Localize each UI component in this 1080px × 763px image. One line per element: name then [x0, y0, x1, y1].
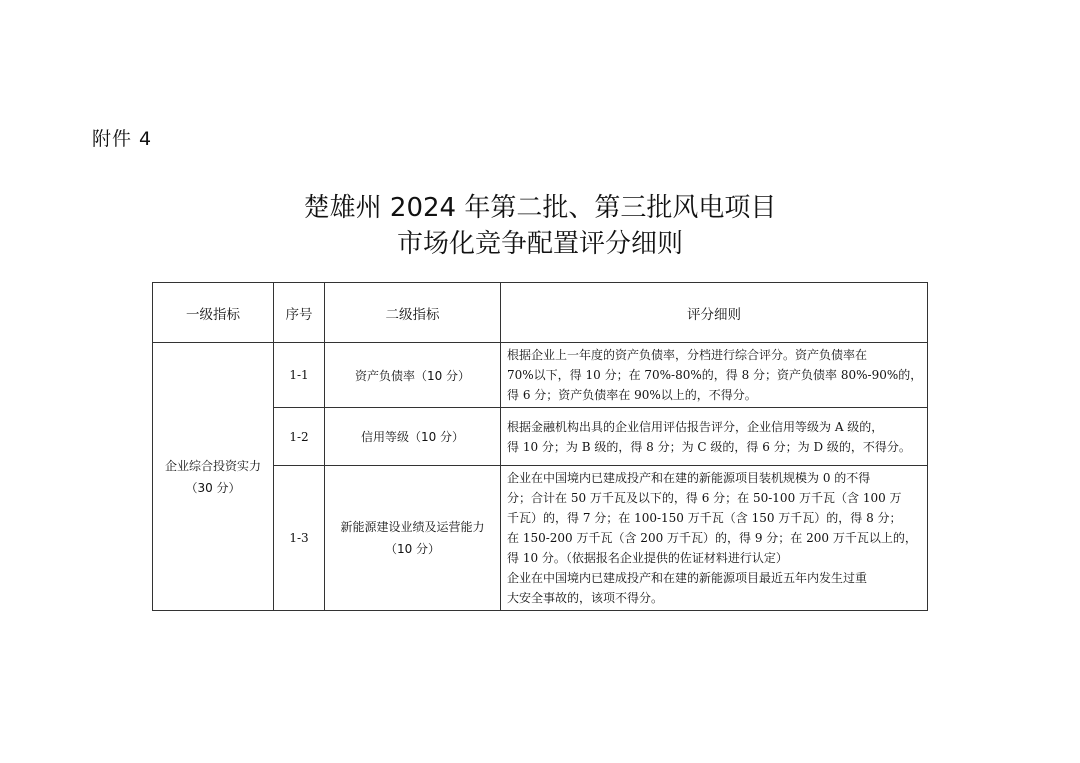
detail-cell: [501, 343, 928, 408]
detail-line: 得 6 分；资产负债率在 90%以上的，不得分。: [507, 388, 757, 402]
level1-indicator-name: 企业综合投资实力: [164, 458, 261, 473]
attachment-label: 附件 4: [92, 128, 153, 150]
detail-line: 企业在中国境内已建成投产和在建的新能源项目装机规模为 0 的不得: [507, 471, 871, 485]
detail-line: 千瓦）的，得 7 分；在 100-150 万千瓦（含 150 万千瓦）的，得 8 分；: [507, 511, 902, 525]
table-row: [153, 343, 928, 408]
detail-line: 大安全事故的，该项不得分。: [507, 591, 664, 605]
detail-line: 得 10 分。（依据报名企业提供的佐证材料进行认定）: [507, 551, 788, 565]
level2-indicator-cell: [325, 466, 501, 611]
level2-indicator-score: （10 分）: [384, 542, 441, 556]
level2-indicator-cell: 资产负债率（10 分）: [325, 343, 501, 408]
document-title-line-2: 市场化竞争配置评分细则: [396, 229, 683, 259]
header-level1: 一级指标: [153, 283, 274, 343]
level1-indicator-score: （30 分）: [185, 480, 241, 495]
detail-line: 70%以下，得 10 分；在 70%-80%的，得 8 分；资产负债率 80%-90%的，: [507, 368, 923, 382]
seq-cell: 1-2: [274, 408, 325, 466]
document-title-line-1: 楚雄州 2024 年第二批、第三批风电项目: [303, 193, 777, 223]
table-header-row: [153, 283, 928, 343]
level2-indicator-cell: 信用等级（10 分）: [325, 408, 501, 466]
level1-indicator-cell: [153, 343, 274, 611]
detail-line: 分；合计在 50 万千瓦及以下的，得 6 分；在 50-100 万千瓦（含 100 万: [507, 491, 902, 505]
detail-line: 得 10 分；为 B 级的，得 8 分；为 C 级的，得 6 分；为 D 级的，不得分。: [507, 439, 911, 454]
detail-cell: [501, 408, 928, 466]
seq-cell: 1-1: [274, 343, 325, 408]
header-seq: 序号: [274, 283, 325, 343]
detail-line: 根据金融机构出具的企业信用评估报告评分，企业信用等级为 A 级的，: [507, 419, 884, 434]
header-level2: 二级指标: [325, 283, 501, 343]
detail-line: 企业在中国境内已建成投产和在建的新能源项目最近五年内发生过重: [507, 571, 868, 585]
detail-line: 根据企业上一年度的资产负债率，分档进行综合评分。资产负债率在: [507, 348, 868, 362]
header-detail: 评分细则: [501, 283, 928, 343]
detail-line: 在 150-200 万千瓦（含 200 万千瓦）的，得 9 分；在 200 万千瓦以上的，: [507, 531, 917, 545]
scoring-table: [152, 282, 928, 611]
seq-cell: 1-3: [274, 466, 325, 611]
detail-cell: [501, 466, 928, 611]
level2-indicator-name: 新能源建设业绩及运营能力: [340, 520, 485, 534]
